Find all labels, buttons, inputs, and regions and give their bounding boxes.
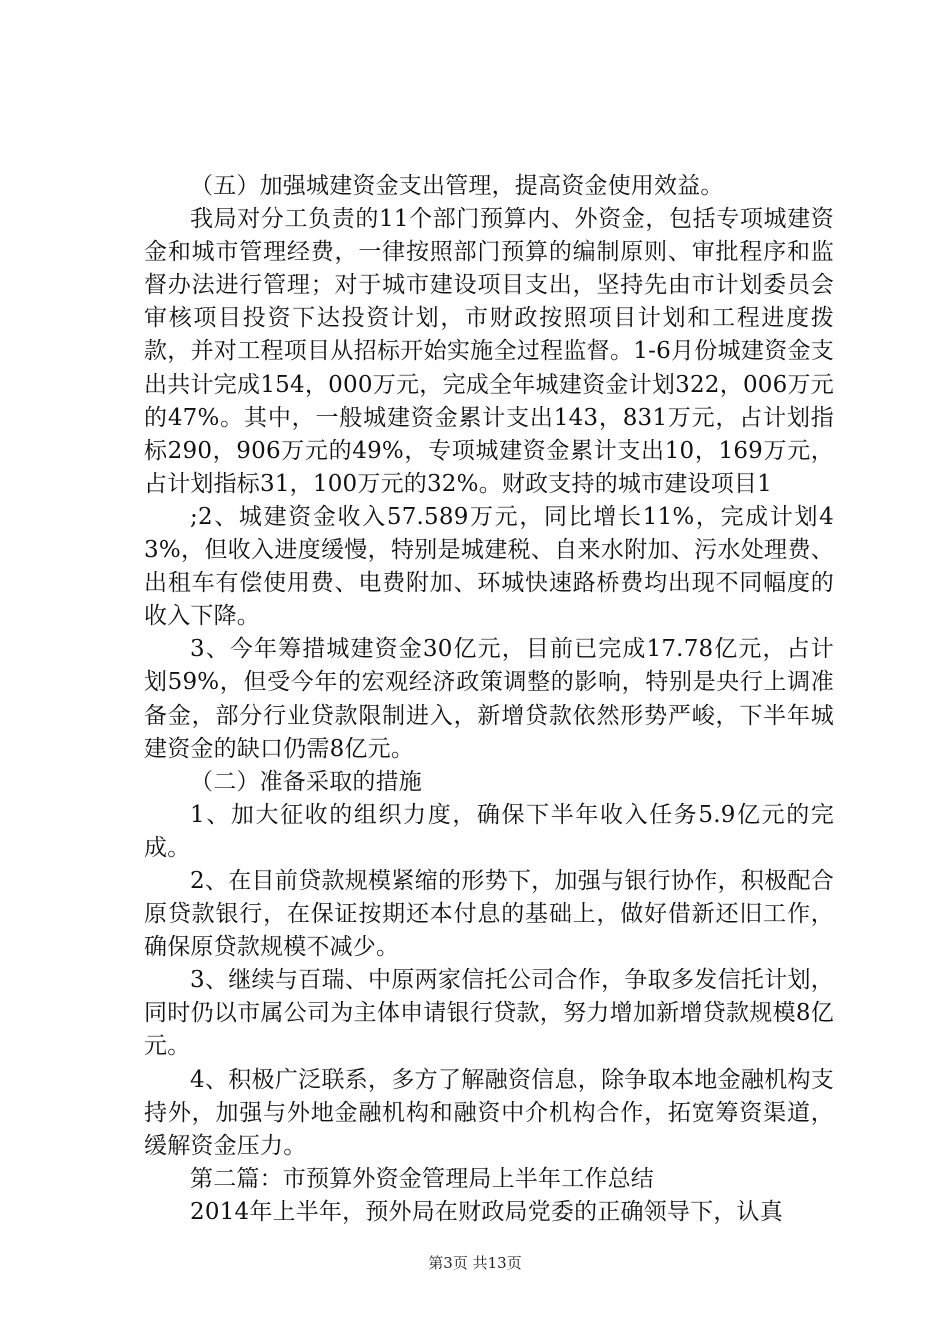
measure-item-4: 4、积极广泛联系，多方了解融资信息，除争取本地金融机构支持外，加强与外地金融机构和融资中介机构合作，拓宽筹资渠道，缓解资金压力。: [144, 1066, 834, 1159]
body-paragraph-expenditure: 我局对分工负责的11个部门预算内、外资金，包括专项城建资金和城市管理经费，一律按照部门预算的编制原则、审批程序和监督办法进行管理；对于城市建设项目支出，坚持先由市计划委员会审核项目投资下达投资计划，市财政按照项目计划和工程进度拨款，并对工程项目从招标开始实施全过程监督。1-6月份城建资金支出共计完成154，000万元，完成全年城建资金计划322，006万元的47%。其中，一般城建资金累计支出143，831万元，占计划指标290，906万元的49%，专项城建资金累计支出10，169万元，占计划指标31，100万元的32%。财政支持的城市建设项目1: [144, 206, 834, 497]
document-body: [144, 170, 834, 1229]
body-paragraph-revenue: ;2、城建资金收入57.589万元，同比增长11%，完成计划43%，但收入进度缓慢，特别是城建税、自来水附加、污水处理费、出租车有偿使用费、电费附加、环城快速路桥费均出现不同幅度的收入下降。: [144, 503, 834, 630]
page-number-footer: 第3页 共13页: [428, 1254, 522, 1272]
measure-item-1: 1、加大征收的组织力度，确保下半年收入任务5.9亿元的完成。: [144, 801, 834, 861]
measure-item-2: 2、在目前贷款规模紧缩的形势下，加强与银行协作，积极配合原贷款银行，在保证按期还本付息的基础上，做好借新还旧工作，确保原贷款规模不减少。: [144, 867, 834, 961]
measure-item-3: 3、继续与百瑞、中原两家信托公司合作，争取多发信托计划，同时仍以市属公司为主体申请银行贷款，努力增加新增贷款规模8亿元。: [144, 967, 834, 1060]
body-paragraph-2014-intro: 2014年上半年，预外局在财政局党委的正确领导下，认真: [190, 1198, 783, 1225]
body-paragraph-financing: 3、今年筹措城建资金30亿元，目前已完成17.78亿元，占计划59%，但受今年的宏观经济政策调整的影响，特别是央行上调准备金，部分行业贷款限制进入，新增贷款依然形势严峻，下半年城建资金的缺口仍需8亿元。: [144, 636, 834, 762]
section-heading-measures: （二）准备采取的措施: [190, 768, 422, 795]
section-heading-five: （五）加强城建资金支出管理，提高资金使用效益。: [190, 173, 724, 199]
chapter-title-part-two: 第二篇：市预算外资金管理局上半年工作总结: [190, 1165, 654, 1192]
